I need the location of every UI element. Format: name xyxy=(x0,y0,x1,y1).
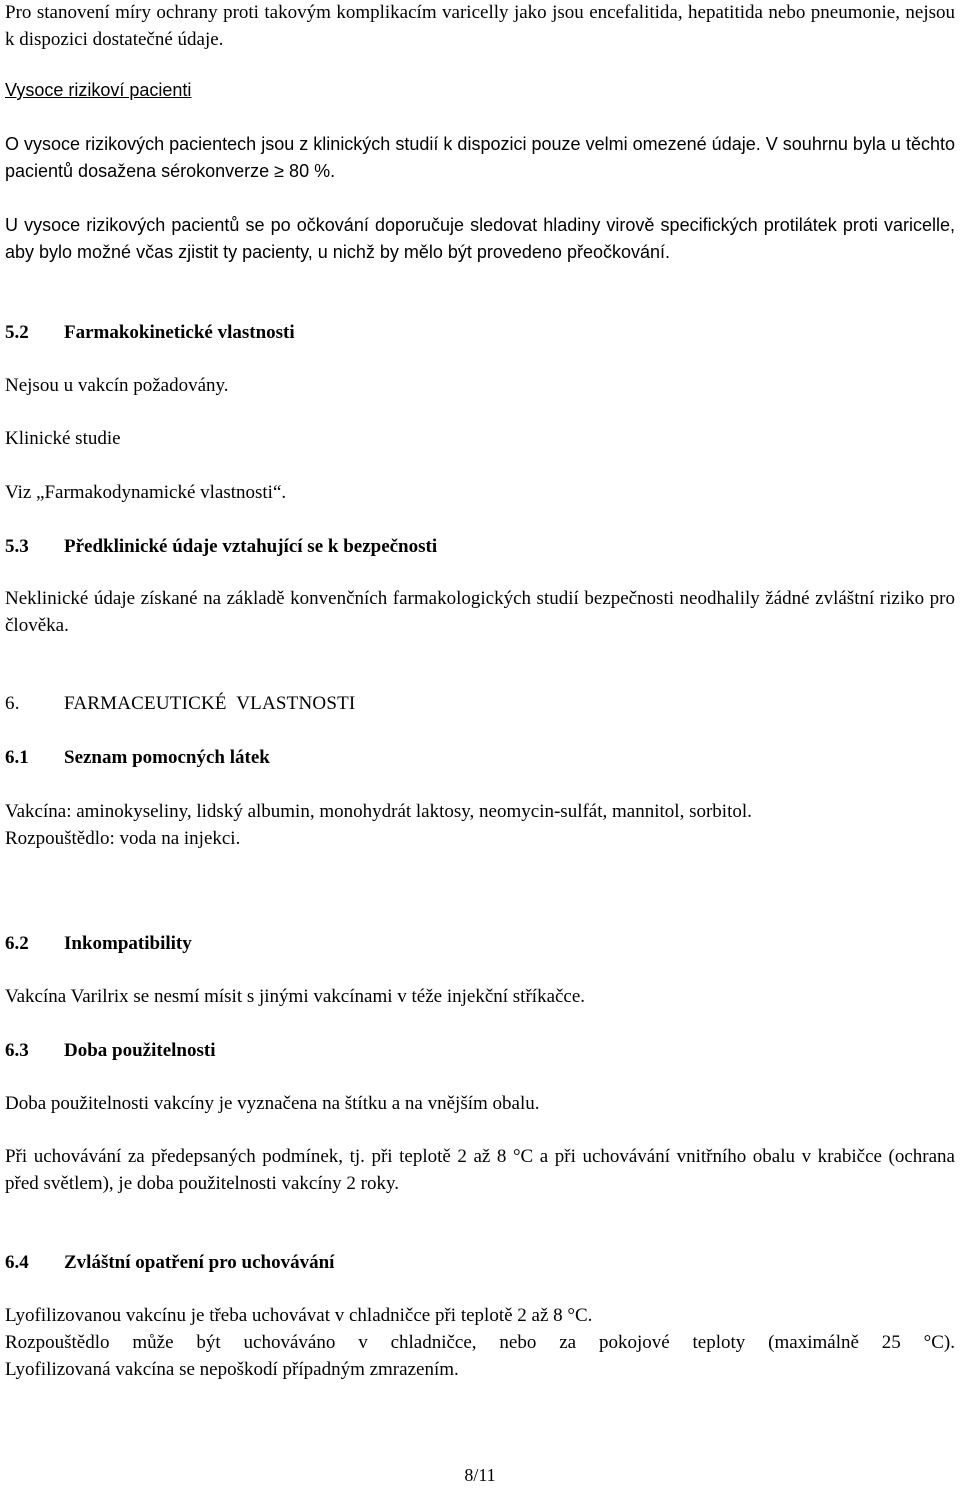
paragraph-storage-vaccine: Lyofilizovanou vakcínu je třeba uchovávat v chladničce při teplotě 2 až 8 °C. xyxy=(5,1305,593,1326)
section-title: FARMACEUTICKÉ VLASTNOSTI xyxy=(64,693,356,714)
section-title: Seznam pomocných látek xyxy=(64,747,270,768)
section-number: 6.3 xyxy=(5,1040,29,1061)
section-heading-6-4 xyxy=(5,1249,955,1276)
section-title: Zvláštní opatření pro uchovávání xyxy=(64,1252,335,1273)
section-title: Předklinické údaje vztahující se k bezpečnosti xyxy=(64,536,438,557)
paragraph-high-risk-data: O vysoce rizikových pacientech jsou z klinických studií k dispozici pouze velmi omezené údaje. V souhrnu byla u těchto pacientů dosažena sérokonverze ≥ 80 %. xyxy=(5,134,955,181)
section-number: 6.4 xyxy=(5,1252,29,1273)
paragraph-excipients-vaccine: Vakcína: aminokyseliny, lidský albumin, monohydrát laktosy, neomycin-sulfát, mannitol, sorbitol. xyxy=(5,801,752,822)
section-number: 5.2 xyxy=(5,322,29,343)
paragraph-see-pharmacodynamics: Viz „Farmakodynamické vlastnosti“. xyxy=(5,482,287,503)
section-number: 6. xyxy=(5,693,20,714)
paragraph-shelf-life-conditions: Při uchovávání za předepsaných podmínek, tj. při teplotě 2 až 8 °C a při uchovávání vnitřního obalu v krabičce (ochrana před světlem), je doba použitelnosti vakcíny 2 roky. xyxy=(5,1146,955,1194)
section-heading-5-2 xyxy=(5,319,955,346)
section-heading-5-3 xyxy=(5,533,955,560)
section-number: 6.2 xyxy=(5,933,29,954)
section-heading-6-2 xyxy=(5,930,955,957)
paragraph-incompatibility: Vakcína Varilrix se nesmí mísit s jinými vakcínami v téže injekční stříkačce. xyxy=(5,986,586,1007)
section-heading-6-1 xyxy=(5,744,955,771)
paragraph-shelf-life-label: Doba použitelnosti vakcíny je vyznačena na štítku a na vnějším obalu. xyxy=(5,1093,540,1114)
paragraph-complications: Pro stanovení míry ochrany proti takovým komplikacím varicelly jako jsou encefalitida, hepatitida nebo pneumonie, nejsou k dispozici dostatečné údaje. xyxy=(5,2,955,50)
section-number: 6.1 xyxy=(5,747,29,768)
paragraph-antibody-monitoring: U vysoce rizikových pacientů se po očkování doporučuje sledovat hladiny virově specifických protilátek proti varicelle, aby bylo možné včas zjistit ty pacienty, u nichž by mělo být provedeno přeočkování. xyxy=(5,215,955,262)
paragraph-not-required: Nejsou u vakcín požadovány. xyxy=(5,375,229,396)
section-title: Inkompatibility xyxy=(64,933,192,954)
paragraph-preclinical: Neklinické údaje získané na základě konvenčních farmakologických studií bezpečnosti neodhalily žádné zvláštní riziko pro člověka. xyxy=(5,588,955,636)
paragraph-excipients-solvent: Rozpouštědlo: voda na injekci. xyxy=(5,828,241,849)
paragraph-storage-solvent: Rozpouštědlo může být uchováváno v chladničce, nebo za pokojové teploty (maximálně 25 °C). xyxy=(5,1332,955,1353)
paragraph-storage-freezing: Lyofilizovaná vakcína se nepoškodí případným zmrazením. xyxy=(5,1359,459,1380)
section-title: Doba použitelnosti xyxy=(64,1040,216,1061)
page-number: 8/11 xyxy=(464,1465,496,1485)
section-heading-6 xyxy=(5,690,955,717)
section-title: Farmakokinetické vlastnosti xyxy=(64,322,295,343)
subheading-clinical-studies: Klinické studie xyxy=(5,428,121,449)
subheading-high-risk: Vysoce rizikoví pacienti xyxy=(5,80,192,100)
section-number: 5.3 xyxy=(5,536,29,557)
section-heading-6-3 xyxy=(5,1037,955,1064)
